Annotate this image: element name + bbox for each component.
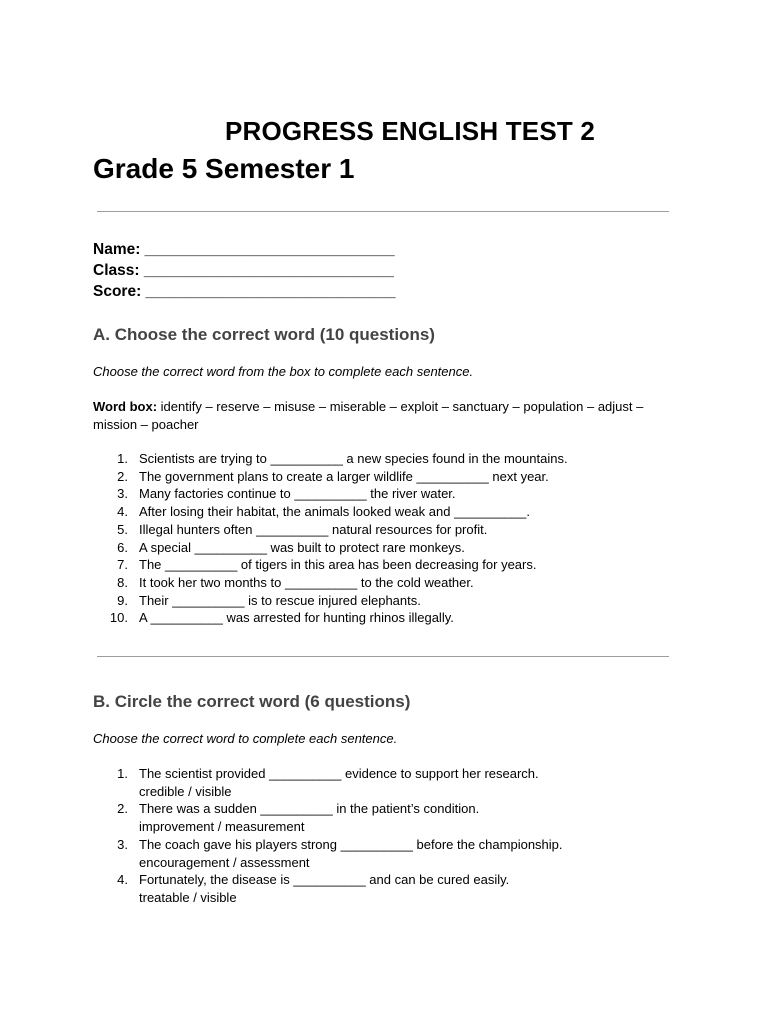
answer-options: encouragement / assessment — [139, 854, 310, 870]
test-subtitle: Grade 5 Semester 1 — [93, 153, 355, 184]
question-text: The coach gave his players strong __________ before the championship. — [139, 836, 563, 852]
question-text: Many factories continue to __________ the river water. — [139, 486, 456, 502]
section-a-instruction: Choose the correct word from the box to complete each sentence. — [93, 364, 474, 379]
question-number: 3. — [117, 486, 128, 502]
list-item — [93, 592, 693, 610]
question-text: Scientists are trying to __________ a new species found in the mountains. — [139, 451, 568, 466]
question-text: It took her two months to __________ to the cold weather. — [139, 574, 474, 590]
divider-top — [97, 211, 669, 212]
question-text: A __________ was arrested for hunting rhinos illegally. — [139, 610, 454, 626]
question-text: There was a sudden __________ in the patient’s condition. — [139, 801, 480, 817]
question-number: 1. — [117, 766, 128, 781]
list-item — [93, 468, 693, 486]
list-item — [93, 450, 693, 468]
question-number: 5. — [117, 521, 128, 537]
list-item — [93, 521, 693, 539]
question-number: 6. — [117, 539, 128, 555]
question-text: The scientist provided __________ evidence to support her research. — [139, 766, 539, 781]
list-item — [93, 556, 693, 574]
question-number: 7. — [117, 557, 128, 573]
list-item — [93, 485, 693, 503]
list-item — [93, 836, 693, 871]
name-line: Name: _____________________________ — [93, 241, 395, 258]
section-b-heading: B. Circle the correct word (6 questions) — [93, 692, 411, 711]
list-item — [93, 765, 693, 800]
question-number: 8. — [117, 574, 128, 590]
section-a-heading: A. Choose the correct word (10 questions) — [93, 325, 435, 344]
score-line: Score: _____________________________ — [93, 283, 396, 300]
section-b-questions — [93, 765, 693, 907]
answer-options: treatable / visible — [139, 889, 237, 905]
question-number: 1. — [117, 451, 128, 466]
question-number: 10. — [109, 610, 128, 626]
question-text: A special __________ was built to protect rare monkeys. — [139, 539, 465, 555]
question-text: After losing their habitat, the animals looked weak and __________. — [139, 504, 530, 520]
answer-options: credible / visible — [139, 783, 232, 799]
list-item — [93, 539, 693, 557]
list-item — [93, 871, 693, 906]
word-box-words: identify – reserve – misuse – miserable – exploit – sanctuary – population – adjust – mission – poacher — [93, 399, 644, 432]
list-item — [93, 800, 693, 835]
question-number: 4. — [117, 504, 128, 520]
class-line: Class: _____________________________ — [93, 262, 394, 279]
question-text: Their __________ is to rescue injured elephants. — [139, 592, 421, 608]
question-text: Fortunately, the disease is __________ and can be cured easily. — [139, 872, 510, 888]
list-item — [93, 574, 693, 592]
question-number: 2. — [117, 801, 128, 817]
question-text: The __________ of tigers in this area has been decreasing for years. — [139, 557, 537, 573]
list-item — [93, 609, 693, 627]
question-text: Illegal hunters often __________ natural resources for profit. — [139, 521, 488, 537]
answer-options: improvement / measurement — [139, 819, 305, 835]
test-title: PROGRESS ENGLISH TEST 2 — [224, 116, 596, 146]
list-item — [93, 503, 693, 521]
question-number: 4. — [117, 872, 128, 888]
section-b-instruction: Choose the correct word to complete each sentence. — [93, 731, 398, 746]
word-box — [93, 398, 653, 434]
question-number: 9. — [117, 592, 128, 608]
student-info — [93, 239, 396, 302]
divider-middle — [97, 656, 669, 657]
question-text: The government plans to create a larger wildlife __________ next year. — [139, 468, 549, 484]
word-box-label: Word box: — [93, 399, 158, 414]
question-number: 3. — [117, 836, 128, 852]
question-number: 2. — [117, 468, 128, 484]
section-a-questions — [93, 450, 693, 627]
